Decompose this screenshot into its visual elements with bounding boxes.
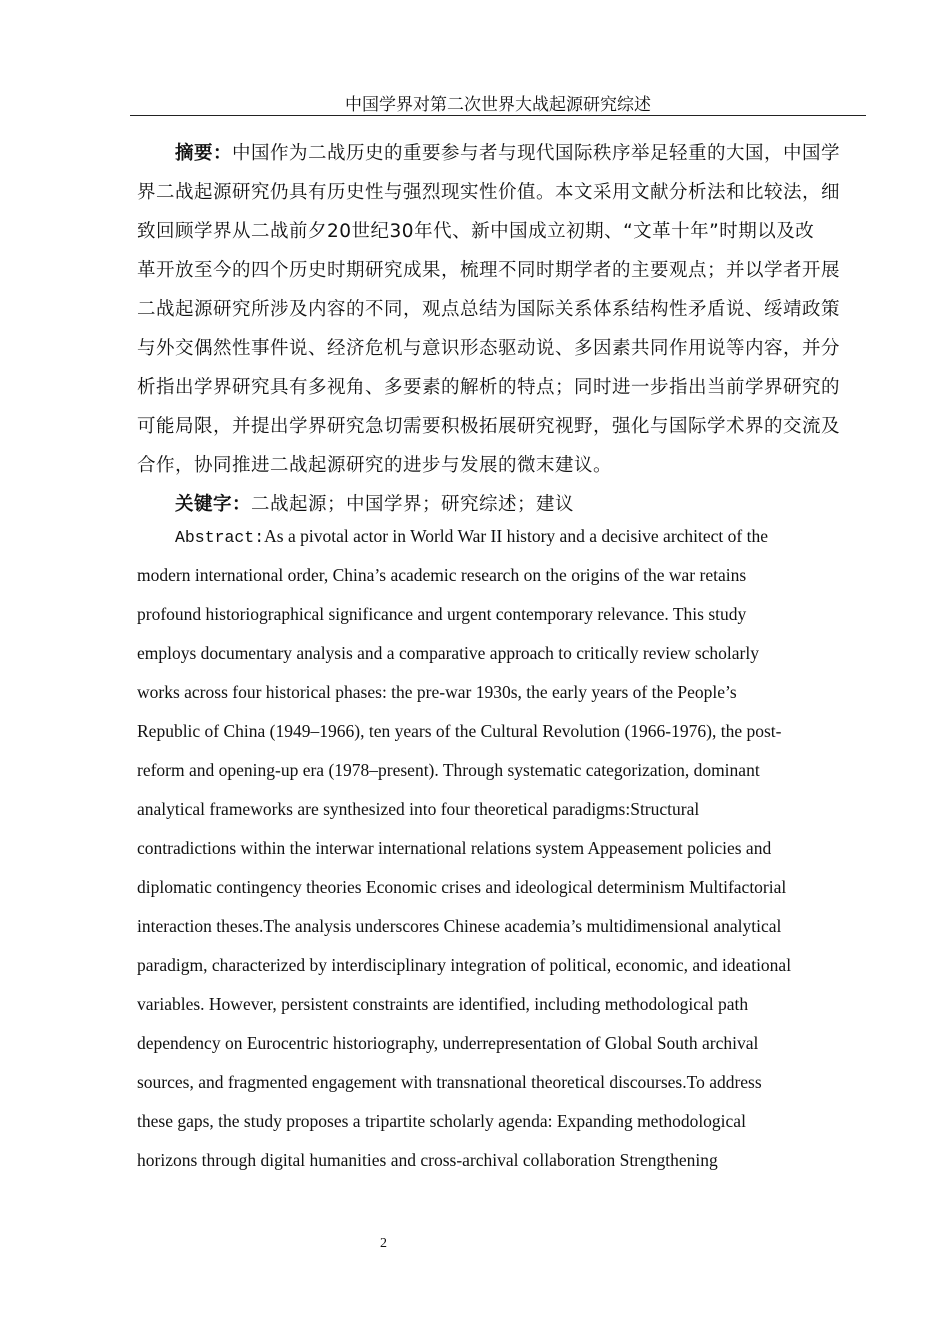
- abstract-zh-line: 合作，协同推进二战起源研究的进步与发展的微末建议。: [137, 455, 613, 476]
- keywords: [175, 490, 574, 516]
- abstract-zh-line: 界二战起源研究仍具有历史性与强烈现实性价值。本文采用文献分析法和比较法，细: [137, 182, 841, 203]
- text: 中国作为二战历史的重要参与者与现代国际秩序举足轻重的大国，中国学: [232, 143, 841, 164]
- abstract-zh-line: 二战起源研究所涉及内容的不同，观点总结为国际关系体系结构性矛盾说、绥靖政策: [137, 299, 841, 320]
- abstract-en-line: profound historiographical significance and urgent contemporary relevance. This study: [137, 604, 747, 624]
- keywords-label: 关键字：: [175, 494, 252, 515]
- abstract-en-line: horizons through digital humanities and cross-archival collaboration Strengthening: [137, 1150, 718, 1170]
- abstract-en-line: works across four historical phases: the pre-war 1930s, the early years of the People’s: [137, 682, 737, 702]
- running-header: 中国学界对第二次世界大战起源研究综述: [345, 95, 651, 114]
- abstract-zh-line: 与外交偶然性事件说、经济危机与意识形态驱动说、多因素共同作用说等内容，并分: [137, 338, 841, 359]
- abstract-en-line: modern international order, China’s academic research on the origins of the war retains: [137, 565, 747, 585]
- abstract-zh-line: 革开放至今的四个历史时期研究成果，梳理不同时期学者的主要观点；并以学者开展: [137, 260, 841, 281]
- abstract-zh-line: 致回顾学界从二战前夕20世纪30年代、新中国成立初期、“文革十年”时期以及改: [137, 221, 815, 242]
- abstract-en-line: [175, 526, 768, 547]
- abstract-en-line: contradictions within the interwar international relations system Appeasement policies and: [137, 838, 772, 858]
- abstract-en-line: analytical frameworks are synthesized into four theoretical paradigms:Structural: [137, 799, 700, 819]
- abstract-en-line: these gaps, the study proposes a tripartite scholarly agenda: Expanding methodological: [137, 1111, 746, 1131]
- abstract-en-label: Abstract:: [175, 528, 265, 547]
- abstract-zh-line: 析指出学界研究具有多视角、多要素的解析的特点；同时进一步指出当前学界研究的: [137, 377, 841, 398]
- abstract-en-line: diplomatic contingency theories Economic crises and ideological determinism Multifactorial: [137, 877, 787, 897]
- abstract-zh-line: [175, 139, 840, 165]
- abstract-en-line: interaction theses.The analysis underscores Chinese academia’s multidimensional analytical: [137, 916, 782, 936]
- keywords-text: 二战起源；中国学界；研究综述；建议: [251, 494, 575, 515]
- header-rule: [130, 115, 866, 116]
- abstract-en-line: paradigm, characterized by interdisciplinary integration of political, economic, and ideational: [137, 955, 792, 975]
- abstract-en-line: sources, and fragmented engagement with transnational theoretical discourses.To address: [137, 1072, 762, 1092]
- abstract-en-line: employs documentary analysis and a comparative approach to critically review scholarly: [137, 643, 759, 663]
- abstract-zh-line: 可能局限，并提出学界研究急切需要积极拓展研究视野，强化与国际学术界的交流及: [137, 416, 841, 437]
- abstract-zh-label: 摘要：: [175, 143, 233, 164]
- abstract-en-line: Republic of China (1949–1966), ten years of the Cultural Revolution (1966-1976), the post-: [137, 721, 782, 741]
- text: As a pivotal actor in World War II history and a decisive architect of the: [264, 526, 768, 546]
- abstract-en-line: reform and opening-up era (1978–present). Through systematic categorization, dominant: [137, 760, 760, 780]
- page-number: 2: [380, 1236, 387, 1251]
- abstract-en-line: variables. However, persistent constraints are identified, including methodological path: [137, 994, 749, 1014]
- abstract-en-line: dependency on Eurocentric historiography, underrepresentation of Global South archival: [137, 1033, 759, 1053]
